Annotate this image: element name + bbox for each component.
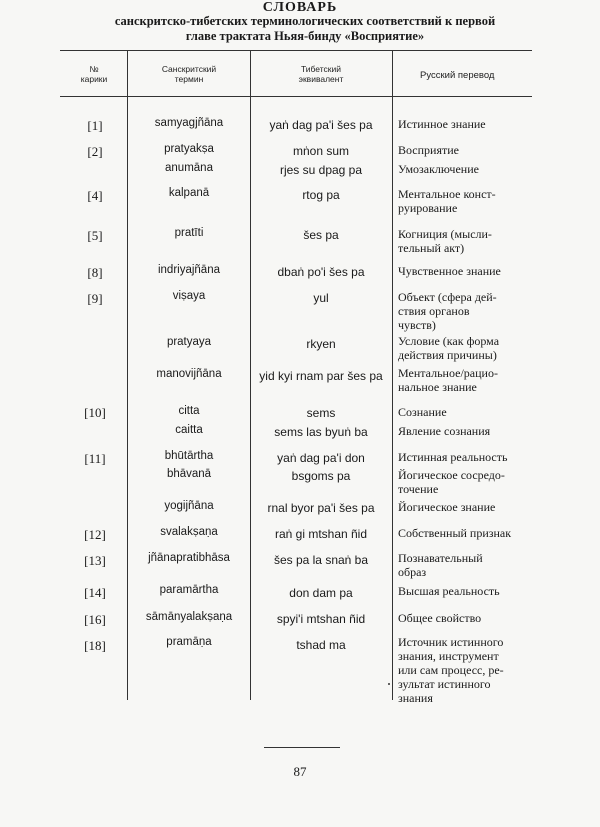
row-1-sanskrit: samyagjñāna [154, 117, 224, 129]
row-6-tibetan: dbaṅ po'i šes pa [277, 265, 365, 279]
row-18-russian: Общее свойство [398, 611, 482, 625]
print-speck [388, 683, 390, 685]
row-5-sanskrit: pratīti [174, 227, 204, 239]
row-7-russian-cont: ствия органов [398, 304, 470, 318]
page-subtitle-line-1: санскритско-тибетских терминологических соответствий к первой [114, 14, 496, 28]
row-3-sanskrit: anumāna [165, 162, 213, 174]
row-10-num: [10] [84, 405, 106, 420]
row-14-tibetan: rnal byor pa'i šes pa [267, 501, 375, 515]
row-7-num: [9] [87, 291, 103, 306]
row-19-russian-cont: знания, инструмент [398, 649, 499, 663]
row-16-sanskrit: jñānapratibhāsa [148, 552, 230, 564]
row-2-tibetan: mṅon sum [292, 144, 350, 158]
row-13-russian: Йогическое сосредо- [398, 468, 505, 482]
row-8-tibetan: rkyen [306, 337, 336, 351]
row-14-russian: Йогическое знание [398, 500, 496, 514]
row-4-russian: Ментальное конст- [398, 187, 496, 201]
table-header-rule [60, 96, 532, 97]
header-sanskrit [130, 64, 248, 84]
row-11-tibetan: sems las byuṅ ba [274, 425, 368, 439]
row-12-num: [11] [84, 451, 106, 466]
row-6-num: [8] [87, 265, 103, 280]
row-8-russian-cont: действия причины) [398, 348, 497, 362]
page-subtitle-line-2: главе трактата Ньяя-бинду «Восприятие» [185, 29, 425, 43]
row-10-sanskrit: citta [178, 405, 200, 417]
row-10-russian: Сознание [398, 405, 447, 419]
row-19-russian-cont-2: или сам процесс, ре- [398, 663, 504, 677]
page-number: 87 [293, 764, 307, 779]
row-19-russian-cont-4: знания [398, 691, 433, 705]
row-19-russian: Источник истинного [398, 635, 504, 649]
header-num-line-1: № [89, 64, 99, 74]
row-9-tibetan: yid kyi rnam par šes pa [259, 369, 383, 383]
row-7-tibetan: yul [313, 291, 329, 305]
row-6-russian: Чувственное знание [398, 264, 501, 278]
column-divider-3 [392, 50, 393, 700]
row-4-russian-cont: руирование [398, 201, 458, 215]
row-2-num: [2] [87, 144, 103, 159]
row-5-tibetan: šes pa [303, 228, 339, 242]
row-13-sanskrit: bhāvanā [166, 468, 212, 480]
row-15-tibetan: raṅ gi mtshan ñid [274, 527, 368, 541]
row-3-tibetan: rjes su dpag pa [279, 163, 363, 177]
page-title: СЛОВАРЬ [262, 0, 338, 15]
row-11-russian: Явление сознания [398, 424, 491, 438]
row-2-sanskrit: pratyakṣa [164, 143, 214, 155]
row-19-russian-cont-3: зультат истинного [398, 677, 491, 691]
row-18-tibetan: spyi'i mtshan ñid [276, 612, 366, 626]
row-17-tibetan: don dam pa [289, 586, 353, 600]
row-4-num: [4] [87, 188, 103, 203]
row-15-num: [12] [84, 527, 106, 542]
row-16-num: [13] [84, 553, 106, 568]
row-18-sanskrit: sāmānyalakṣaṇa [145, 611, 233, 623]
row-7-sanskrit: viṣaya [172, 290, 206, 302]
row-1-russian: Истинное знание [398, 117, 486, 131]
row-4-sanskrit: kalpanā [168, 187, 210, 199]
row-16-russian-cont: образ [398, 565, 427, 579]
row-16-russian: Познавательный [398, 551, 483, 565]
footer-rule [264, 747, 340, 748]
row-4-tibetan: rtog pa [302, 188, 340, 202]
row-12-russian: Истинная реальность [398, 450, 508, 464]
row-5-russian: Когниция (мысли- [398, 227, 492, 241]
row-19-num: [18] [84, 638, 106, 653]
header-tibetan [252, 64, 390, 84]
row-9-russian: Ментальное/рацио- [398, 366, 498, 380]
header-num-line-2: карики [80, 74, 108, 84]
row-19-sanskrit: pramāṇa [166, 636, 212, 648]
row-5-num: [5] [87, 228, 103, 243]
header-tib-line-2: эквивалент [298, 74, 344, 84]
header-num [64, 64, 124, 84]
row-12-sanskrit: bhūtārtha [164, 450, 214, 462]
row-14-sanskrit: yogijñāna [164, 500, 214, 512]
row-17-russian: Высшая реальность [398, 584, 500, 598]
row-8-russian: Условие (как форма [398, 334, 500, 348]
row-16-tibetan: šes pa la snaṅ ba [273, 553, 369, 567]
header-skt-line-1: Санскритский [161, 64, 217, 74]
row-12-tibetan: yaṅ dag pa'i don [277, 451, 365, 465]
row-13-tibetan: bsgoms pa [291, 469, 351, 483]
row-17-sanskrit: paramārtha [159, 584, 219, 596]
row-8-sanskrit: pratyaya [166, 336, 212, 348]
row-15-russian: Собственный признак [398, 526, 512, 540]
row-15-sanskrit: svalakṣaṇa [160, 526, 218, 538]
header-skt-line-2: термин [174, 74, 204, 84]
table-top-rule [60, 50, 532, 51]
header-tib-line-1: Тибетский [300, 64, 342, 74]
row-17-num: [14] [84, 585, 106, 600]
row-11-sanskrit: caitta [175, 424, 203, 436]
row-9-russian-cont: нальное знание [398, 380, 477, 394]
row-9-sanskrit: manovijñāna [156, 368, 222, 380]
row-2-russian: Восприятие [398, 143, 459, 157]
row-7-russian-cont-2: чувств) [398, 318, 436, 332]
row-6-sanskrit: indriyajñāna [157, 264, 220, 276]
row-1-tibetan: yaṅ dag pa'i šes pa [269, 118, 373, 132]
row-5-russian-cont: тельный акт) [398, 241, 465, 255]
row-18-num: [16] [84, 612, 106, 627]
row-13-russian-cont: точение [398, 482, 439, 496]
row-1-num: [1] [87, 118, 103, 133]
row-10-tibetan: sems [306, 406, 336, 420]
row-19-tibetan: tshad ma [296, 638, 346, 652]
row-7-russian: Объект (сфера дей- [398, 290, 497, 304]
header-russian: Русский перевод [420, 70, 495, 81]
row-3-russian: Умозаключение [398, 162, 479, 176]
